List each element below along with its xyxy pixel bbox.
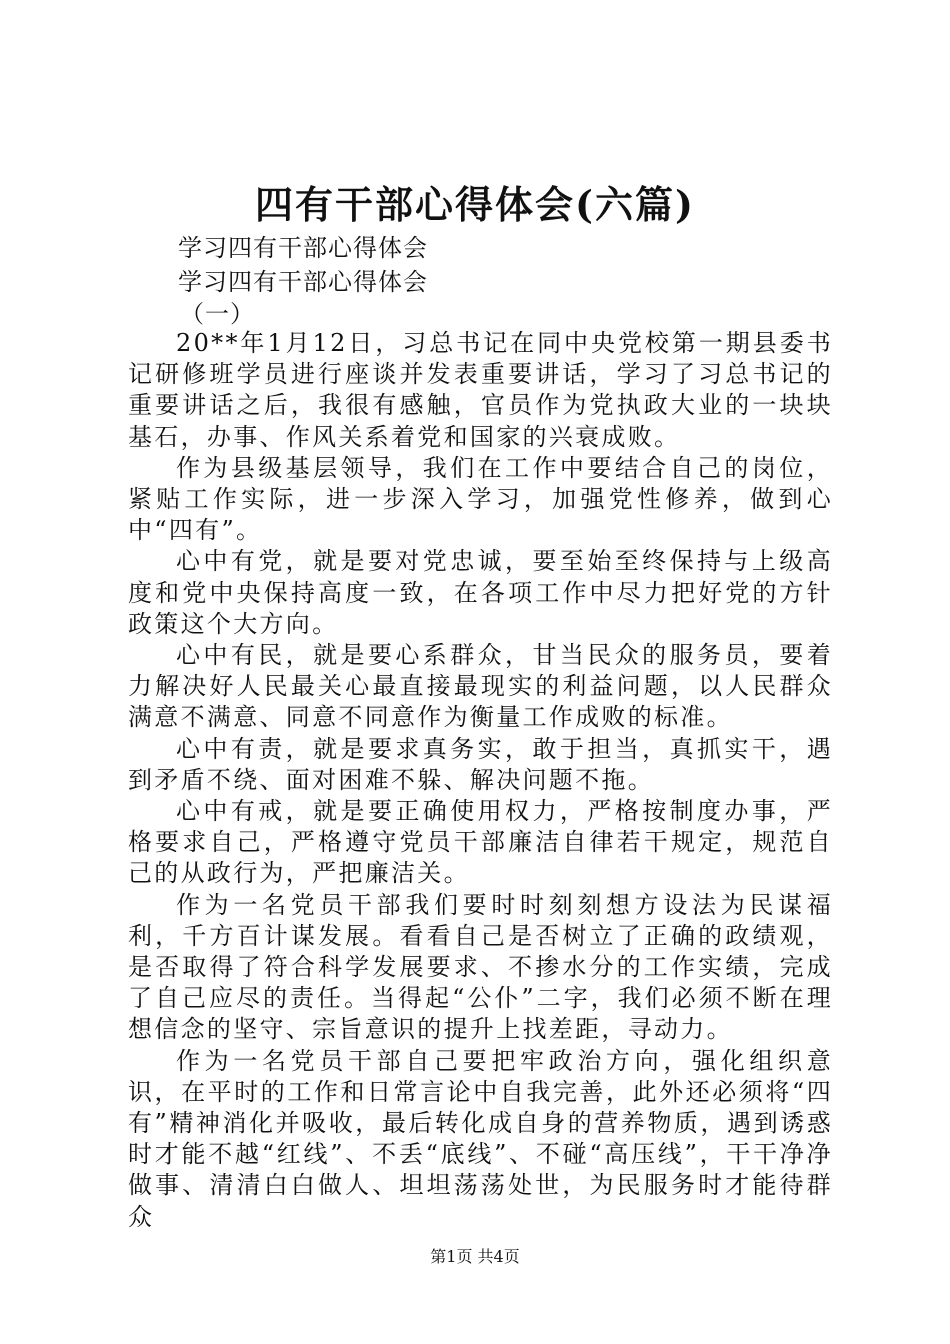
subheading-2: 学习四有干部心得体会 (178, 268, 428, 296)
paragraph-7: 作为一名党员干部我们要时时刻刻想方设法为民谋福利，千方百计谋发展。看看自己是否树立了正确的政绩观，是否取得了符合科学发展要求、不掺水分的工作实绩，完成了自己应尽的责任。当得起“公仆”二字，我们必须不断在理想信念的坚守、宗旨意识的提升上找差距，寻动力。 (128, 890, 833, 1044)
paragraph-6: 心中有戒，就是要正确使用权力，严格按制度办事，严格要求自己，严格遵守党员干部廉洁自律若干规定，规范自己的从政行为，严把廉洁关。 (128, 797, 833, 888)
paragraph-5: 心中有责，就是要求真务实，敢于担当，真抓实干，遇到矛盾不绕、面对困难不躲、解决问题不拖。 (128, 734, 833, 794)
document-title: 四有干部心得体会(六篇) (255, 182, 695, 227)
paragraph-1: 20**年1月12日，习总书记在同中央党校第一期县委书记研修班学员进行座谈并发表重要讲话，学习了习总书记的重要讲话之后，我很有感触，官员作为党执政大业的一块块基石，办事、作风关系着党和国家的兴衰成败。 (128, 329, 833, 451)
section-number: （一） (180, 300, 255, 328)
subheading-1: 学习四有干部心得体会 (178, 234, 428, 262)
paragraph-4: 心中有民，就是要心系群众，甘当民众的服务员，要着力解决好人民最关心最直接最现实的利益问题，以人民群众满意不满意、同意不同意作为衡量工作成败的标准。 (128, 641, 833, 732)
paragraph-2: 作为县级基层领导，我们在工作中要结合自己的岗位，紧贴工作实际，进一步深入学习，加强党性修养，做到心中“四有”。 (128, 453, 833, 545)
document-body (128, 328, 833, 1233)
page-number-footer: 第1页 共4页 (430, 1247, 520, 1266)
paragraph-8: 作为一名党员干部自己要把牢政治方向，强化组织意识，在平时的工作和日常言论中自我完善，此外还必须将“四有”精神消化并吸收，最后转化成自身的营养物质，遇到诱惑时才能不越“红线”、不丢“底线”、不碰“高压线”，干干净净做事、清清白白做人、坦坦荡荡处世，为民服务时才能待群众 (128, 1046, 833, 1231)
paragraph-3: 心中有党，就是要对党忠诚，要至始至终保持与上级高度和党中央保持高度一致，在各项工作中尽力把好党的方针政策这个大方向。 (128, 547, 833, 638)
